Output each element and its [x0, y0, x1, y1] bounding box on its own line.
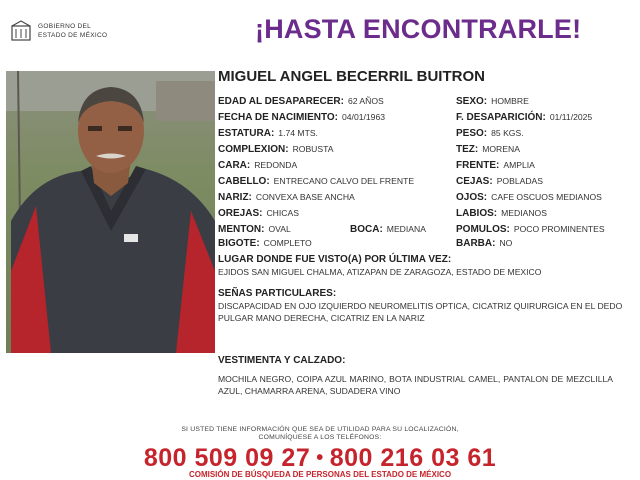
field-label: CEJAS: — [456, 176, 493, 187]
phone-numbers — [0, 444, 640, 473]
field-mustache — [218, 238, 312, 249]
government-logo — [10, 18, 120, 48]
field-value: MEDIANA — [386, 224, 426, 234]
field-label: COMPLEXION: — [218, 144, 289, 155]
field-label: BIGOTE: — [218, 238, 260, 249]
field-eyebrows — [456, 176, 543, 187]
headline: ¡HASTA ENCONTRARLE! — [255, 14, 582, 44]
field-label: CABELLO: — [218, 176, 270, 187]
clothing-value: MOCHILA NEGRO, COIPA AZUL MARINO, BOTA INDUSTRIAL CAMEL, PANTALON DE MEZCLILLA AZUL, CHAMARRA ARENA, SUDADERA VINO — [218, 374, 613, 396]
field-disappearance-date — [456, 112, 592, 123]
field-nose — [218, 192, 355, 203]
field-value: OVAL — [268, 224, 291, 234]
field-beard — [456, 238, 512, 249]
field-value: MORENA — [482, 144, 520, 154]
field-lips — [456, 208, 547, 219]
particular-marks-value: DISCAPACIDAD EN OJO IZQUIERDO NEUROMELITIS OPTICA, CICATRIZ QUIRURGICA EN EL DEDO PULGAR MANO DERECHA, CICATRIZ EN LA NARIZ — [218, 301, 623, 323]
field-label: LABIOS: — [456, 208, 498, 219]
field-value: REDONDA — [254, 160, 298, 170]
logo-text-line2: ESTADO DE MÉXICO — [38, 32, 108, 39]
field-value: NO — [499, 238, 513, 248]
info-text-line1: SI USTED TIENE INFORMACIÓN QUE SEA DE UTILIDAD PARA SU LOCALIZACIÓN, — [181, 426, 459, 433]
field-sex — [456, 96, 529, 107]
field-value: COMPLETO — [263, 238, 312, 248]
field-hair — [218, 176, 414, 187]
field-complexion — [456, 144, 520, 155]
field-label: FECHA DE NACIMIENTO: — [218, 112, 338, 123]
phone-number-2[interactable]: 800 216 03 61 — [329, 444, 497, 472]
info-text-line2: COMUNÍQUESE A LOS TELÉFONOS: — [258, 434, 382, 441]
field-label: TEZ: — [456, 144, 479, 155]
field-value: 01/11/2025 — [549, 112, 593, 122]
field-cheekbones — [456, 224, 605, 235]
coat-of-arms-icon — [10, 20, 32, 42]
field-label: FRENTE: — [456, 160, 500, 171]
field-value: CHICAS — [266, 208, 299, 218]
field-build — [218, 144, 333, 155]
field-mouth — [350, 224, 426, 235]
field-forehead — [456, 160, 535, 171]
field-value: 62 AÑOS — [347, 96, 384, 106]
field-value: 85 KGS. — [491, 128, 524, 138]
field-label: CARA: — [218, 160, 251, 171]
field-value: 04/01/1963 — [342, 112, 386, 122]
field-label: OJOS: — [456, 192, 488, 203]
field-value: POBLADAS — [496, 176, 544, 186]
field-weight — [456, 128, 524, 139]
field-value: CAFE OSCUOS MEDIANOS — [491, 192, 602, 202]
clothing-label: VESTIMENTA Y CALZADO: — [218, 355, 346, 366]
field-value: POCO PROMINENTES — [513, 224, 605, 234]
person-photo — [6, 71, 215, 353]
field-face — [218, 160, 297, 171]
field-value: HOMBRE — [491, 96, 529, 106]
logo-text-line1: GOBIERNO DEL — [38, 23, 92, 30]
phone-number-1[interactable]: 800 509 09 27 — [143, 444, 311, 472]
field-age — [218, 96, 384, 107]
person-name: MIGUEL ANGEL BECERRIL BUITRON — [218, 68, 485, 85]
field-label: MENTON: — [218, 224, 265, 235]
field-value: 1.74 MTS. — [278, 128, 318, 138]
field-label: ESTATURA: — [218, 128, 275, 139]
field-value: CONVEXA BASE ANCHA — [255, 192, 355, 202]
field-eyes — [456, 192, 602, 203]
field-birthdate — [218, 112, 385, 123]
field-label: POMULOS: — [456, 224, 510, 235]
field-value: MEDIANOS — [501, 208, 547, 218]
phone-separator: • — [316, 447, 324, 469]
commission-name: COMISIÓN DE BÚSQUEDA DE PERSONAS DEL ESTADO DE MÉXICO — [188, 470, 452, 479]
field-label: SEXO: — [456, 96, 488, 107]
field-value: AMPLIA — [503, 160, 535, 170]
field-label: PESO: — [456, 128, 488, 139]
last-seen-label: LUGAR DONDE FUE VISTO(A) POR ÚLTIMA VEZ: — [218, 254, 452, 265]
particular-marks-label: SEÑAS PARTICULARES: — [218, 288, 337, 299]
field-chin — [218, 224, 291, 235]
field-value: ENTRECANO CALVO DEL FRENTE — [273, 176, 415, 186]
field-height — [218, 128, 318, 139]
field-ears — [218, 208, 299, 219]
last-seen-value: EJIDOS SAN MIGUEL CHALMA, ATIZAPAN DE ZARAGOZA, ESTADO DE MEXICO — [218, 267, 542, 277]
field-label: BOCA: — [350, 224, 383, 235]
field-label: NARIZ: — [218, 192, 252, 203]
field-label: EDAD AL DESAPARECER: — [218, 96, 344, 107]
field-label: BARBA: — [456, 238, 496, 249]
field-label: OREJAS: — [218, 208, 263, 219]
field-value: ROBUSTA — [292, 144, 334, 154]
field-label: F. DESAPARICIÓN: — [456, 112, 546, 123]
